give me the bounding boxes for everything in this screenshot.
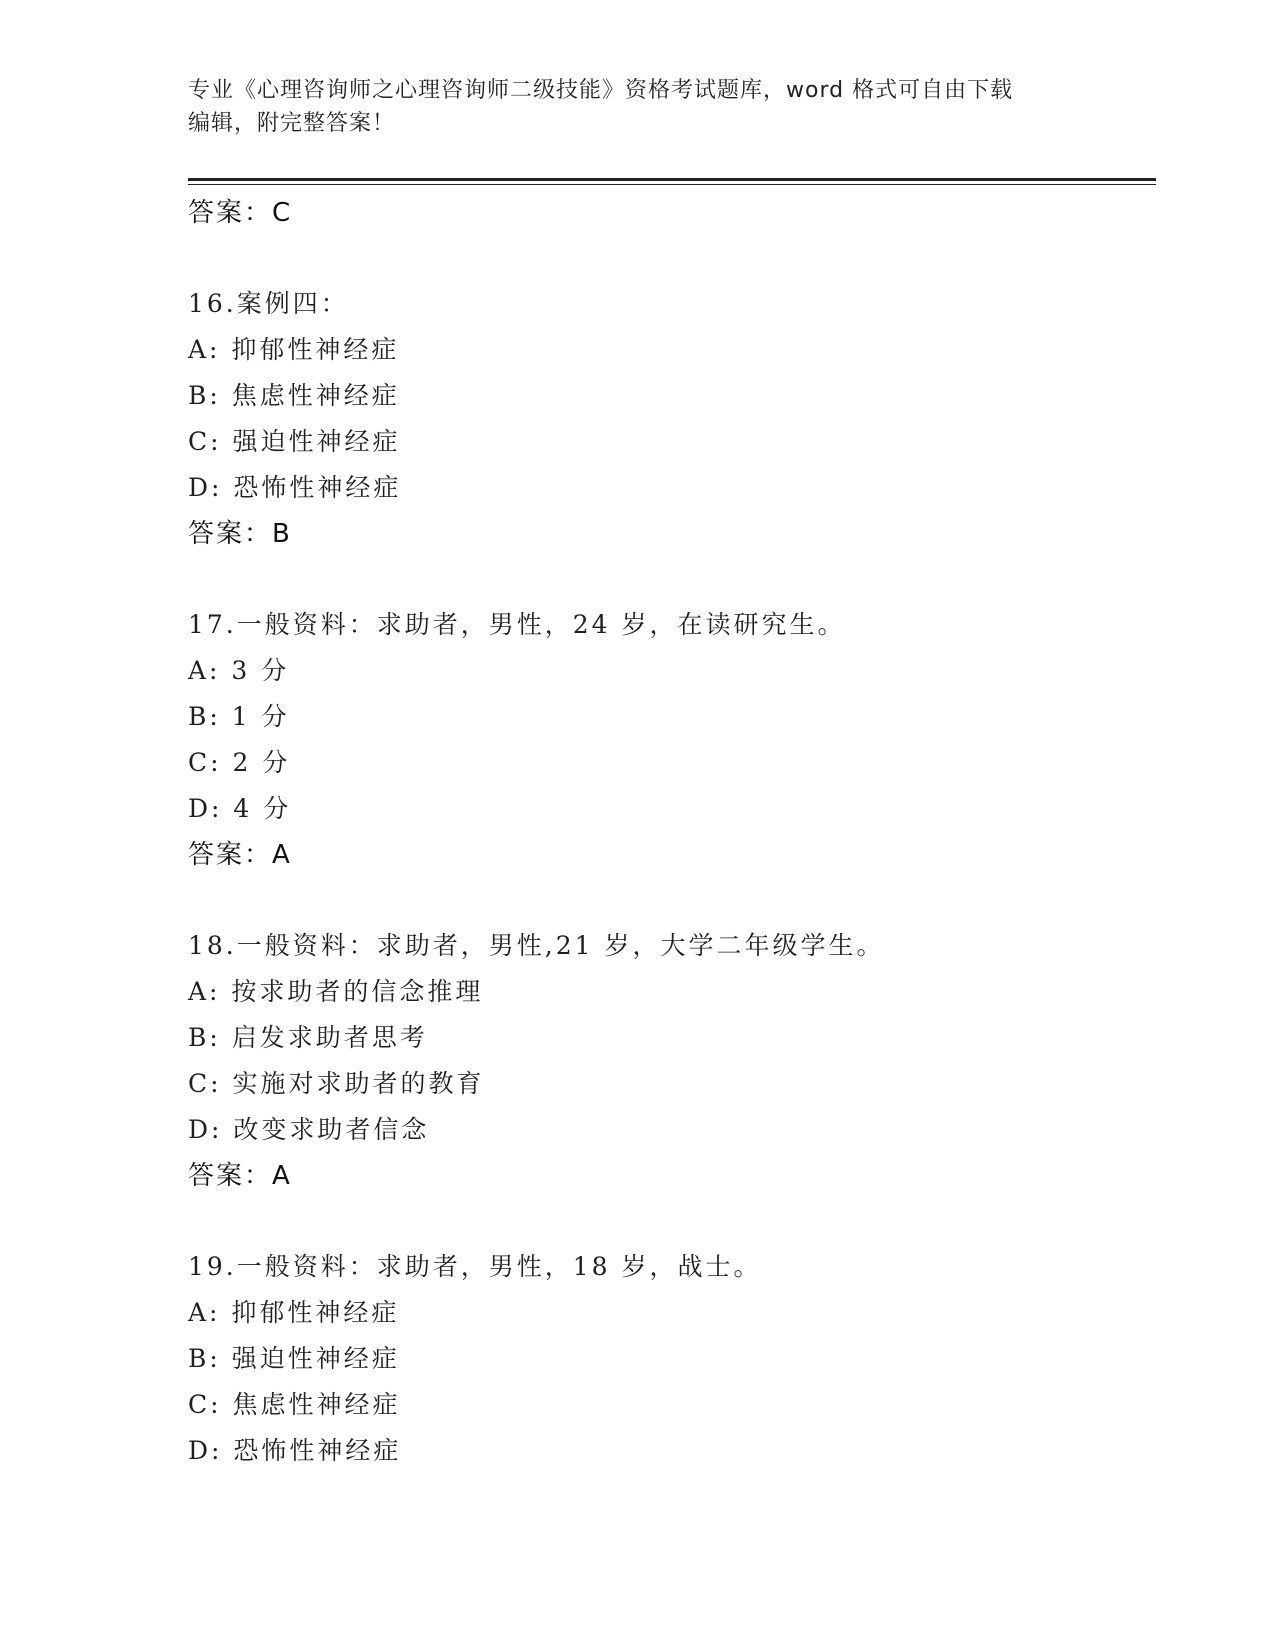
header-line-2: 编辑，附完整答案！ (188, 111, 396, 136)
option-d: D: 改变求助者信念 (188, 1115, 430, 1144)
header-rule-thin (188, 184, 1156, 185)
question-list (188, 190, 1156, 1474)
answer-line: 答案：B (188, 519, 292, 549)
question-block (188, 281, 1156, 557)
option-c: C: 2 分 (188, 748, 291, 777)
header-rule-thick (188, 178, 1156, 181)
question-block (188, 602, 1156, 878)
option-d: D: 恐怖性神经症 (188, 1436, 402, 1465)
option-a: A: 抑郁性神经症 (188, 1298, 400, 1327)
question-block (188, 1244, 1156, 1474)
option-b: B: 焦虑性神经症 (188, 381, 400, 410)
spacer (188, 557, 1156, 602)
spacer (188, 236, 1156, 281)
question-block (188, 923, 1156, 1199)
question-text: 17.一般资料：求助者，男性，24 岁，在读研究生。 (188, 610, 846, 639)
question-text: 19.一般资料：求助者，男性，18 岁，战士。 (188, 1252, 762, 1281)
option-a: A: 3 分 (188, 656, 290, 685)
option-b: B: 启发求助者思考 (188, 1023, 428, 1052)
option-d: D: 恐怖性神经症 (188, 473, 402, 502)
option-d: D: 4 分 (188, 794, 292, 823)
answer-line: 答案：A (188, 1161, 292, 1191)
answer-line: 答案：A (188, 840, 292, 870)
spacer (188, 878, 1156, 923)
header-line-1: 专业《心理咨询师之心理咨询师二级技能》资格考试题库，word 格式可自由下载 (188, 78, 1014, 103)
answer-line: 答案：C (188, 198, 293, 228)
option-a: A: 按求助者的信念推理 (188, 977, 484, 1006)
option-b: B: 强迫性神经症 (188, 1344, 400, 1373)
question-text: 16.案例四： (188, 289, 349, 318)
option-b: B: 1 分 (188, 702, 290, 731)
question-text: 18.一般资料：求助者，男性,21 岁，大学二年级学生。 (188, 931, 885, 960)
option-c: C: 焦虑性神经症 (188, 1390, 401, 1419)
option-c: C: 实施对求助者的教育 (188, 1069, 485, 1098)
document-header (188, 74, 1068, 140)
spacer (188, 1199, 1156, 1244)
option-a: A: 抑郁性神经症 (188, 335, 400, 364)
option-c: C: 强迫性神经症 (188, 427, 401, 456)
